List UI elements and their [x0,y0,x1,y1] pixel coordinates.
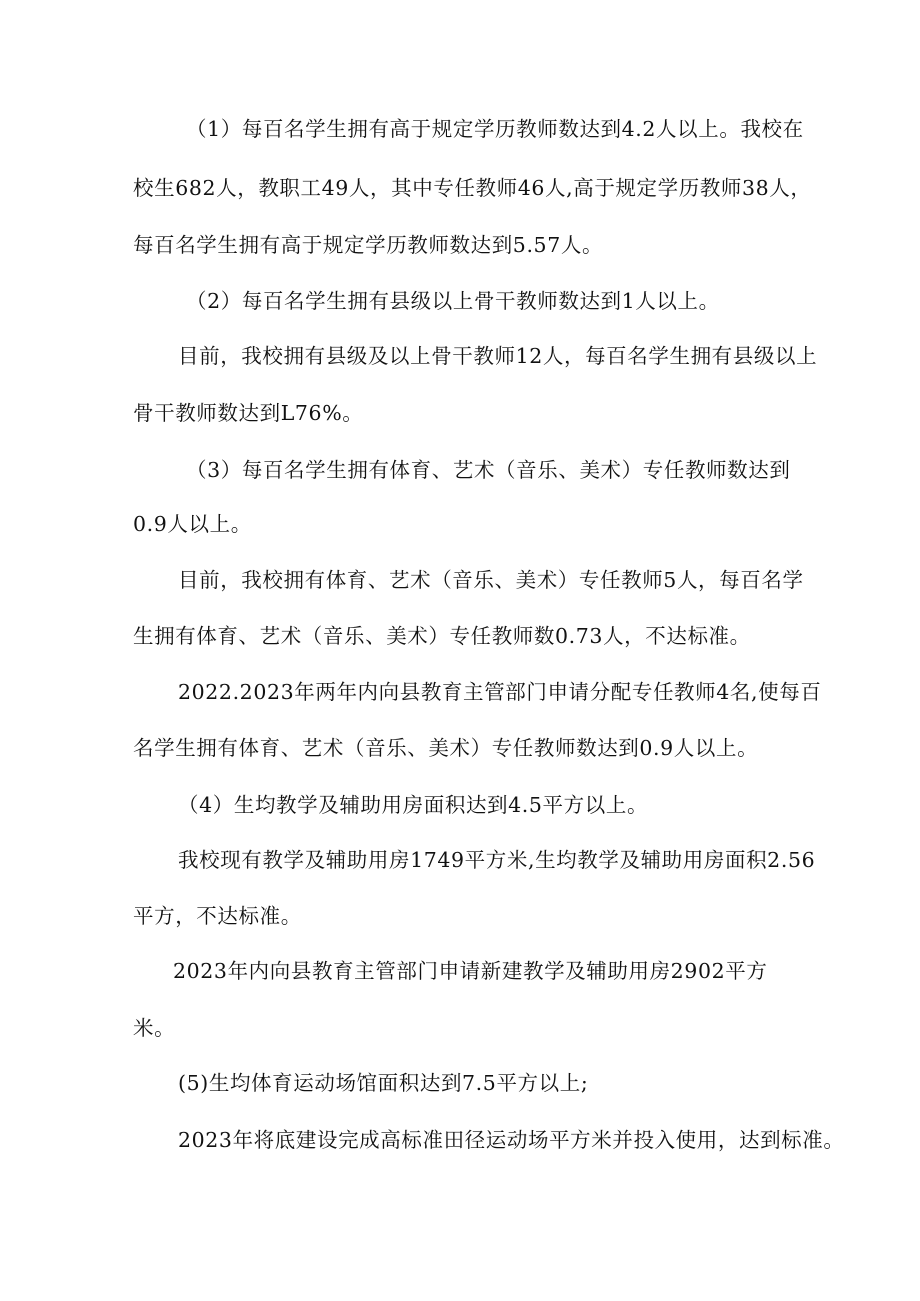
paragraph-line: 目前，我校拥有县级及以上骨干教师12人，每百名学生拥有县级以上 [178,344,818,368]
paragraph-line: 0.9人以上。 [133,512,252,536]
paragraph-line: 2023年将底建设完成高标准田径运动场平方米并投入使用，达到标准。 [178,1128,845,1152]
paragraph-line: 生拥有体育、艺术（音乐、美术）专任教师数0.73人，不达标准。 [133,624,751,648]
paragraph-line: （2）每百名学生拥有县级以上骨干教师数达到1人以上。 [186,289,720,313]
paragraph-line: 平方，不达标准。 [133,904,302,928]
paragraph-line: 2022.2023年两年内向县教育主管部门申请分配专任教师4名,使每百 [178,680,822,704]
paragraph-line: 每百名学生拥有高于规定学历教师数达到5.57人。 [133,233,604,257]
paragraph-line: 骨干教师数达到L76%。 [133,401,364,425]
paragraph-line: （3）每百名学生拥有体育、艺术（音乐、美术）专任教师数达到 [186,458,791,482]
paragraph-line: (5)生均体育运动场馆面积达到7.5平方以上; [178,1071,589,1095]
paragraph-line: 2023年内向县教育主管部门申请新建教学及辅助用房2902平方 [173,959,768,983]
paragraph-line: 名学生拥有体育、艺术（音乐、美术）专任教师数达到0.9人以上。 [133,736,759,760]
paragraph-line: 目前，我校拥有体育、艺术（音乐、美术）专任教师5人，每百名学 [178,568,804,592]
paragraph-line: 米。 [133,1016,176,1040]
paragraph-line: 校生682人，教职工49人，其中专任教师46人,高于规定学历教师38人， [133,176,812,200]
paragraph-line: （4）生均教学及辅助用房面积达到4.5平方以上。 [178,793,649,817]
paragraph-line: （1）每百名学生拥有高于规定学历教师数达到4.2人以上。我校在 [186,117,804,141]
paragraph-line: 我校现有教学及辅助用房1749平方米,生均教学及辅助用房面积2.56 [178,848,816,872]
